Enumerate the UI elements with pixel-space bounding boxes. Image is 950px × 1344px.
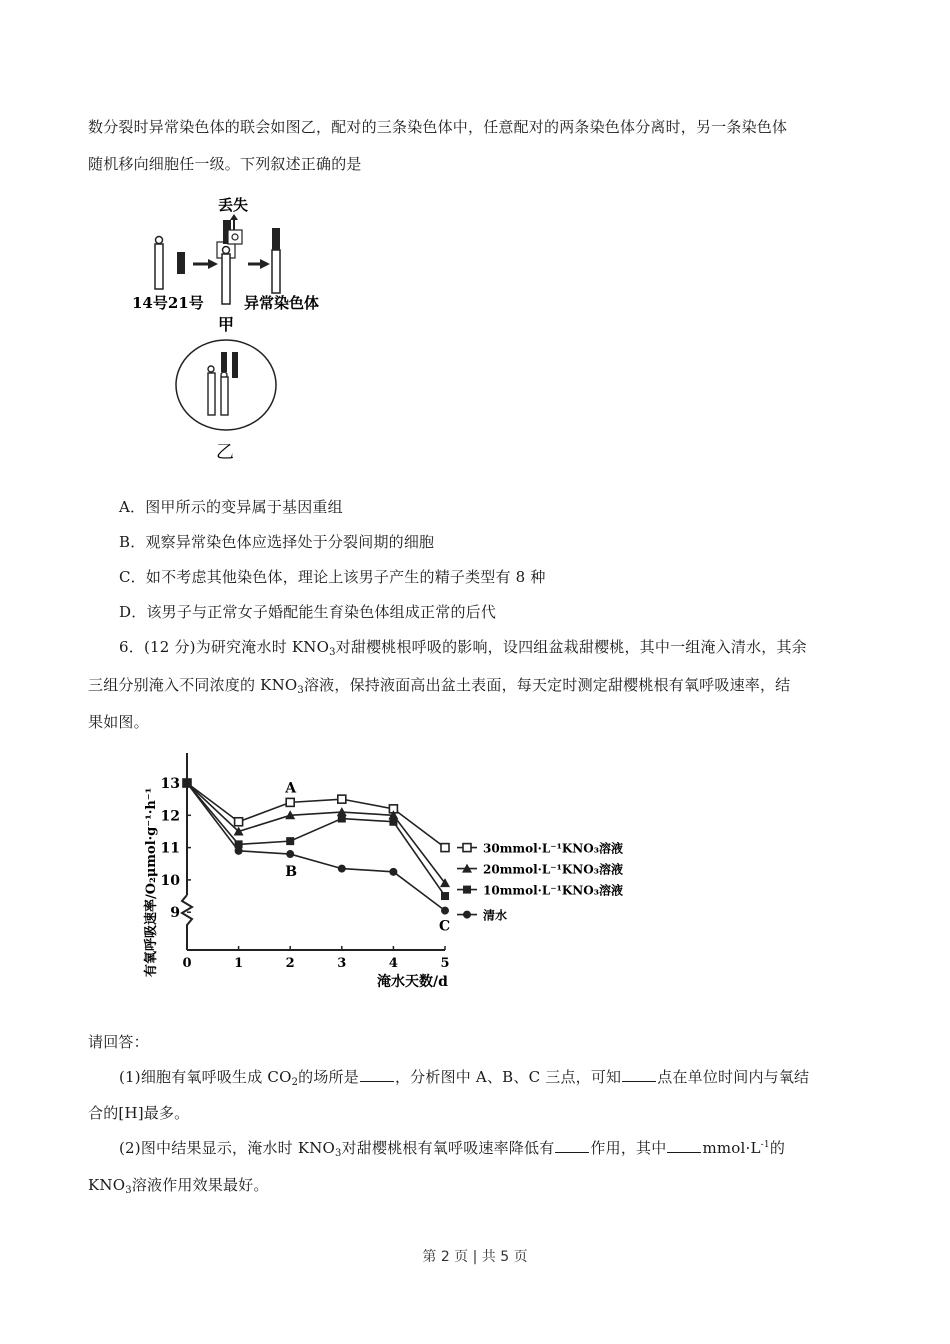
svg-text:9: 9 bbox=[170, 905, 180, 922]
label-jia: 甲 bbox=[218, 315, 235, 334]
option-d-letter: D． bbox=[119, 603, 147, 621]
q5-intro-line2: 随机移向细胞任一级。下列叙述正确的是 bbox=[88, 155, 362, 173]
svg-text:3: 3 bbox=[337, 956, 347, 971]
line-chart-svg bbox=[135, 745, 635, 995]
q2-sub: 3 bbox=[335, 1148, 342, 1159]
answer-blank-3[interactable] bbox=[555, 1138, 589, 1153]
q1-part-b: 的场所是 bbox=[298, 1068, 359, 1086]
q1-part-c: ，分析图中 A、B、C 三点，可知 bbox=[394, 1068, 622, 1086]
option-b-text: 观察异常染色体应选择处于分裂间期的细胞 bbox=[145, 533, 435, 551]
q6-line2-part-a: 三组分别淹入不同浓度的 KNO bbox=[88, 676, 298, 694]
q6-line1 bbox=[119, 637, 807, 657]
sub-question-1-line2: 合的[H]最多。 bbox=[88, 1104, 190, 1122]
option-a-letter: A． bbox=[119, 498, 146, 516]
q6-line2-part-b: 溶液，保持液面高出盆土表面，每天定时测定甜樱桃根有氧呼吸速率，结 bbox=[303, 676, 791, 694]
sub-question-1 bbox=[119, 1067, 809, 1087]
sub-question-2 bbox=[119, 1138, 785, 1158]
sub-question-2-line2 bbox=[88, 1175, 269, 1195]
option-a bbox=[119, 497, 343, 517]
answer-prompt: 请回答： bbox=[88, 1033, 149, 1051]
svg-text:C: C bbox=[439, 918, 451, 935]
option-c-letter: C． bbox=[119, 568, 146, 586]
q6-line1-part-a: 6．(12 分)为研究淹水时 KNO bbox=[119, 638, 330, 656]
q2-sup: -1 bbox=[760, 1140, 770, 1150]
q6-line2-sub: 3 bbox=[297, 685, 304, 696]
option-b-letter: B． bbox=[119, 533, 146, 551]
option-d-text: 该男子与正常女子婚配能生育染色体组成正常的后代 bbox=[146, 603, 497, 621]
answer-blank-1[interactable] bbox=[360, 1067, 394, 1082]
svg-text:清水: 清水 bbox=[483, 908, 508, 923]
q2-part-c: 作用，其中 bbox=[590, 1139, 667, 1157]
svg-text:10: 10 bbox=[160, 872, 180, 889]
q2-line2-sub: 3 bbox=[125, 1185, 132, 1196]
q5-intro-line1: 数分裂时异常染色体的联会如图乙，配对的三条染色体中，任意配对的两条染色体分离时，另一条染色体 bbox=[88, 118, 788, 136]
q1-part-d: 点在单位时间内与氧结 bbox=[657, 1068, 810, 1086]
svg-text:10mmol·L⁻¹KNO₃溶液: 10mmol·L⁻¹KNO₃溶液 bbox=[483, 883, 623, 898]
svg-text:11: 11 bbox=[160, 840, 180, 857]
option-c-text: 如不考虑其他染色体，理论上该男子产生的精子类型有 8 种 bbox=[145, 568, 546, 586]
chromosome-figure bbox=[120, 190, 350, 465]
svg-text:1: 1 bbox=[234, 956, 244, 971]
option-a-text: 图甲所示的变异属于基因重组 bbox=[145, 498, 343, 516]
q2-part-e: 的 bbox=[769, 1139, 786, 1157]
q2-line2-part-b: 溶液作用效果最好。 bbox=[131, 1176, 269, 1194]
respiration-rate-chart bbox=[135, 745, 635, 995]
chromosome-diagram-svg bbox=[120, 190, 350, 465]
answer-blank-2[interactable] bbox=[622, 1067, 656, 1082]
q1-part-a: (1)细胞有氧呼吸生成 CO bbox=[119, 1068, 292, 1086]
svg-text:12: 12 bbox=[160, 808, 180, 825]
svg-text:4: 4 bbox=[388, 956, 398, 971]
svg-text:30mmol·L⁻¹KNO₃溶液: 30mmol·L⁻¹KNO₃溶液 bbox=[483, 841, 623, 856]
svg-text:2: 2 bbox=[285, 956, 295, 971]
svg-text:B: B bbox=[285, 864, 298, 881]
svg-text:淹水天数/d: 淹水天数/d bbox=[377, 974, 448, 990]
q6-line2 bbox=[88, 675, 790, 695]
q1-sub: 2 bbox=[291, 1077, 299, 1088]
svg-text:5: 5 bbox=[440, 956, 450, 971]
label-yi: 乙 bbox=[216, 442, 234, 463]
svg-text:13: 13 bbox=[160, 776, 180, 792]
q2-part-b: 对甜樱桃根有氧呼吸速率降低有 bbox=[341, 1139, 555, 1157]
option-d bbox=[119, 602, 496, 622]
q6-line1-sub: 3 bbox=[329, 647, 336, 658]
answer-blank-4[interactable] bbox=[667, 1138, 701, 1153]
q6-line3: 果如图。 bbox=[88, 713, 149, 731]
label-lost: 丢失 bbox=[218, 196, 249, 214]
page-footer: 第 2 页 | 共 5 页 bbox=[422, 1249, 528, 1265]
q2-line2-part-a: KNO bbox=[88, 1176, 126, 1194]
svg-text:A: A bbox=[285, 780, 297, 797]
q6-line1-part-b: 对甜樱桃根呼吸的影响，设四组盆栽甜樱桃，其中一组淹入清水，其余 bbox=[335, 638, 807, 656]
svg-text:20mmol·L⁻¹KNO₃溶液: 20mmol·L⁻¹KNO₃溶液 bbox=[483, 862, 623, 877]
label-abnormal-chromosome: 异常染色体 bbox=[244, 294, 320, 312]
q2-part-d: mmol·L bbox=[702, 1139, 761, 1157]
option-c bbox=[119, 567, 546, 587]
label-chr-14-21: 14号21号 bbox=[132, 294, 204, 312]
svg-text:0: 0 bbox=[182, 956, 192, 971]
svg-text:有氧呼吸速率/O₂μmol·g⁻¹·h⁻¹: 有氧呼吸速率/O₂μmol·g⁻¹·h⁻¹ bbox=[144, 787, 159, 977]
q2-part-a: (2)图中结果显示，淹水时 KNO bbox=[119, 1139, 336, 1157]
option-b bbox=[119, 532, 434, 552]
